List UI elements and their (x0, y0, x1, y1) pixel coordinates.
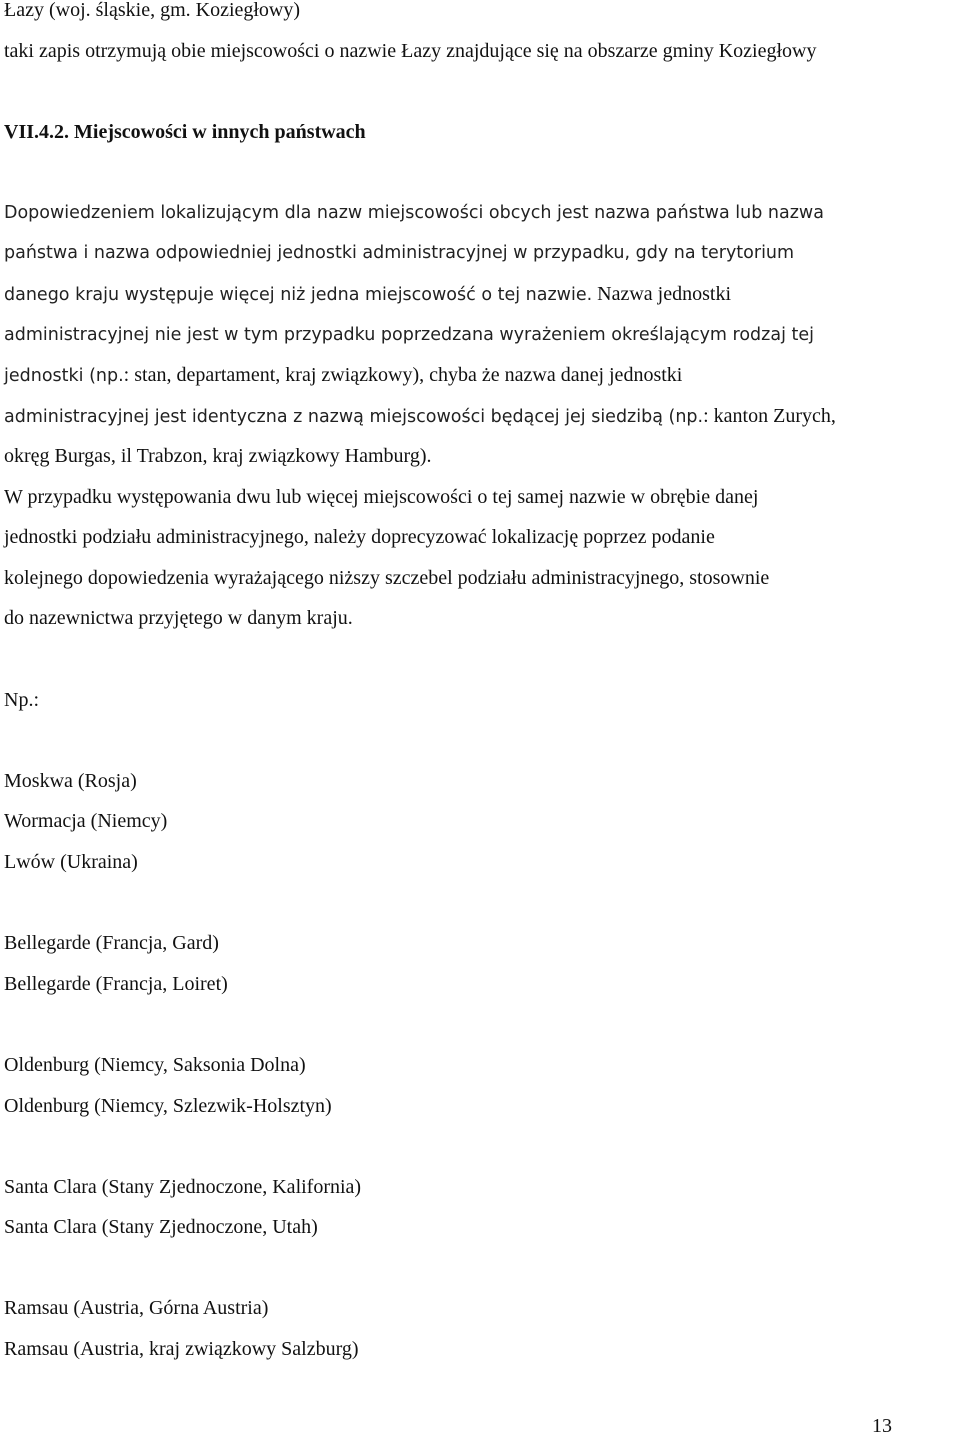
paragraph-line: jednostki podziału administracyjnego, należy doprecyzować lokalizację poprzez podanie (4, 526, 715, 548)
example-item: Santa Clara (Stany Zjednoczone, Utah) (4, 1216, 318, 1238)
paragraph-line-part: jednostki (np. (4, 366, 124, 386)
example-item: Moskwa (Rosja) (4, 770, 137, 792)
example-item: Bellegarde (Francja, Loiret) (4, 973, 228, 995)
paragraph-line: do nazewnictwa przyjętego w danym kraju. (4, 607, 353, 629)
example-item: Wormacja (Niemcy) (4, 810, 168, 832)
paragraph-line-part: Nazwa jednostki (592, 283, 732, 305)
paragraph-line: administracyjnej nie jest w tym przypadku poprzedzana wyrażeniem określającym rodzaj tej (4, 325, 814, 345)
examples-label: Np.: (4, 689, 39, 711)
paragraph-line-part: : kanton Zurych, (703, 405, 836, 427)
paragraph-line-part: danego kraju występuje więcej niż jedna miejscowość o tej nazwie. (4, 285, 593, 305)
example-item: Ramsau (Austria, kraj związkowy Salzburg) (4, 1338, 359, 1360)
example-item: Ramsau (Austria, Górna Austria) (4, 1297, 269, 1319)
example-item: Lwów (Ukraina) (4, 851, 138, 873)
paragraph-line: państwa i nazwa odpowiedniej jednostki administracyjnej w przypadku, gdy na terytorium (4, 243, 795, 263)
paragraph-line: kolejnego dopowiedzenia wyrażającego niższy szczebel podziału administracyjnego, stosownie (4, 567, 770, 589)
intro-title: Łazy (woj. śląskie, gm. Koziegłowy) (4, 0, 301, 21)
paragraph-line: okręg Burgas, il Trabzon, kraj związkowy Hamburg). (4, 445, 432, 467)
section-heading: VII.4.2. Miejscowości w innych państwach (4, 121, 366, 143)
example-item: Oldenburg (Niemcy, Szlezwik-Holsztyn) (4, 1095, 332, 1117)
example-item: Bellegarde (Francja, Gard) (4, 932, 219, 954)
page-number: 13 (872, 1415, 892, 1437)
paragraph-line-part: administracyjnej jest identyczna z nazwą miejscowości będącej jej siedzibą (np. (4, 407, 704, 427)
paragraph-line: Dopowiedzeniem lokalizującym dla nazw miejscowości obcych jest nazwa państwa lub nazwa (4, 203, 824, 223)
paragraph-line (4, 404, 836, 429)
paragraph-line: W przypadku występowania dwu lub więcej miejscowości o tej samej nazwie w obrębie danej (4, 486, 759, 508)
intro-note: taki zapis otrzymują obie miejscowości o nazwie Łazy znajdujące się na obszarze gminy Koziegłowy (4, 40, 817, 62)
paragraph-line (4, 282, 731, 307)
example-item: Santa Clara (Stany Zjednoczone, Kalifornia) (4, 1176, 362, 1198)
paragraph-line (4, 363, 682, 388)
example-item: Oldenburg (Niemcy, Saksonia Dolna) (4, 1054, 306, 1076)
paragraph-line-part: : stan, departament, kraj związkowy), chyba że nazwa danej jednostki (123, 364, 683, 386)
